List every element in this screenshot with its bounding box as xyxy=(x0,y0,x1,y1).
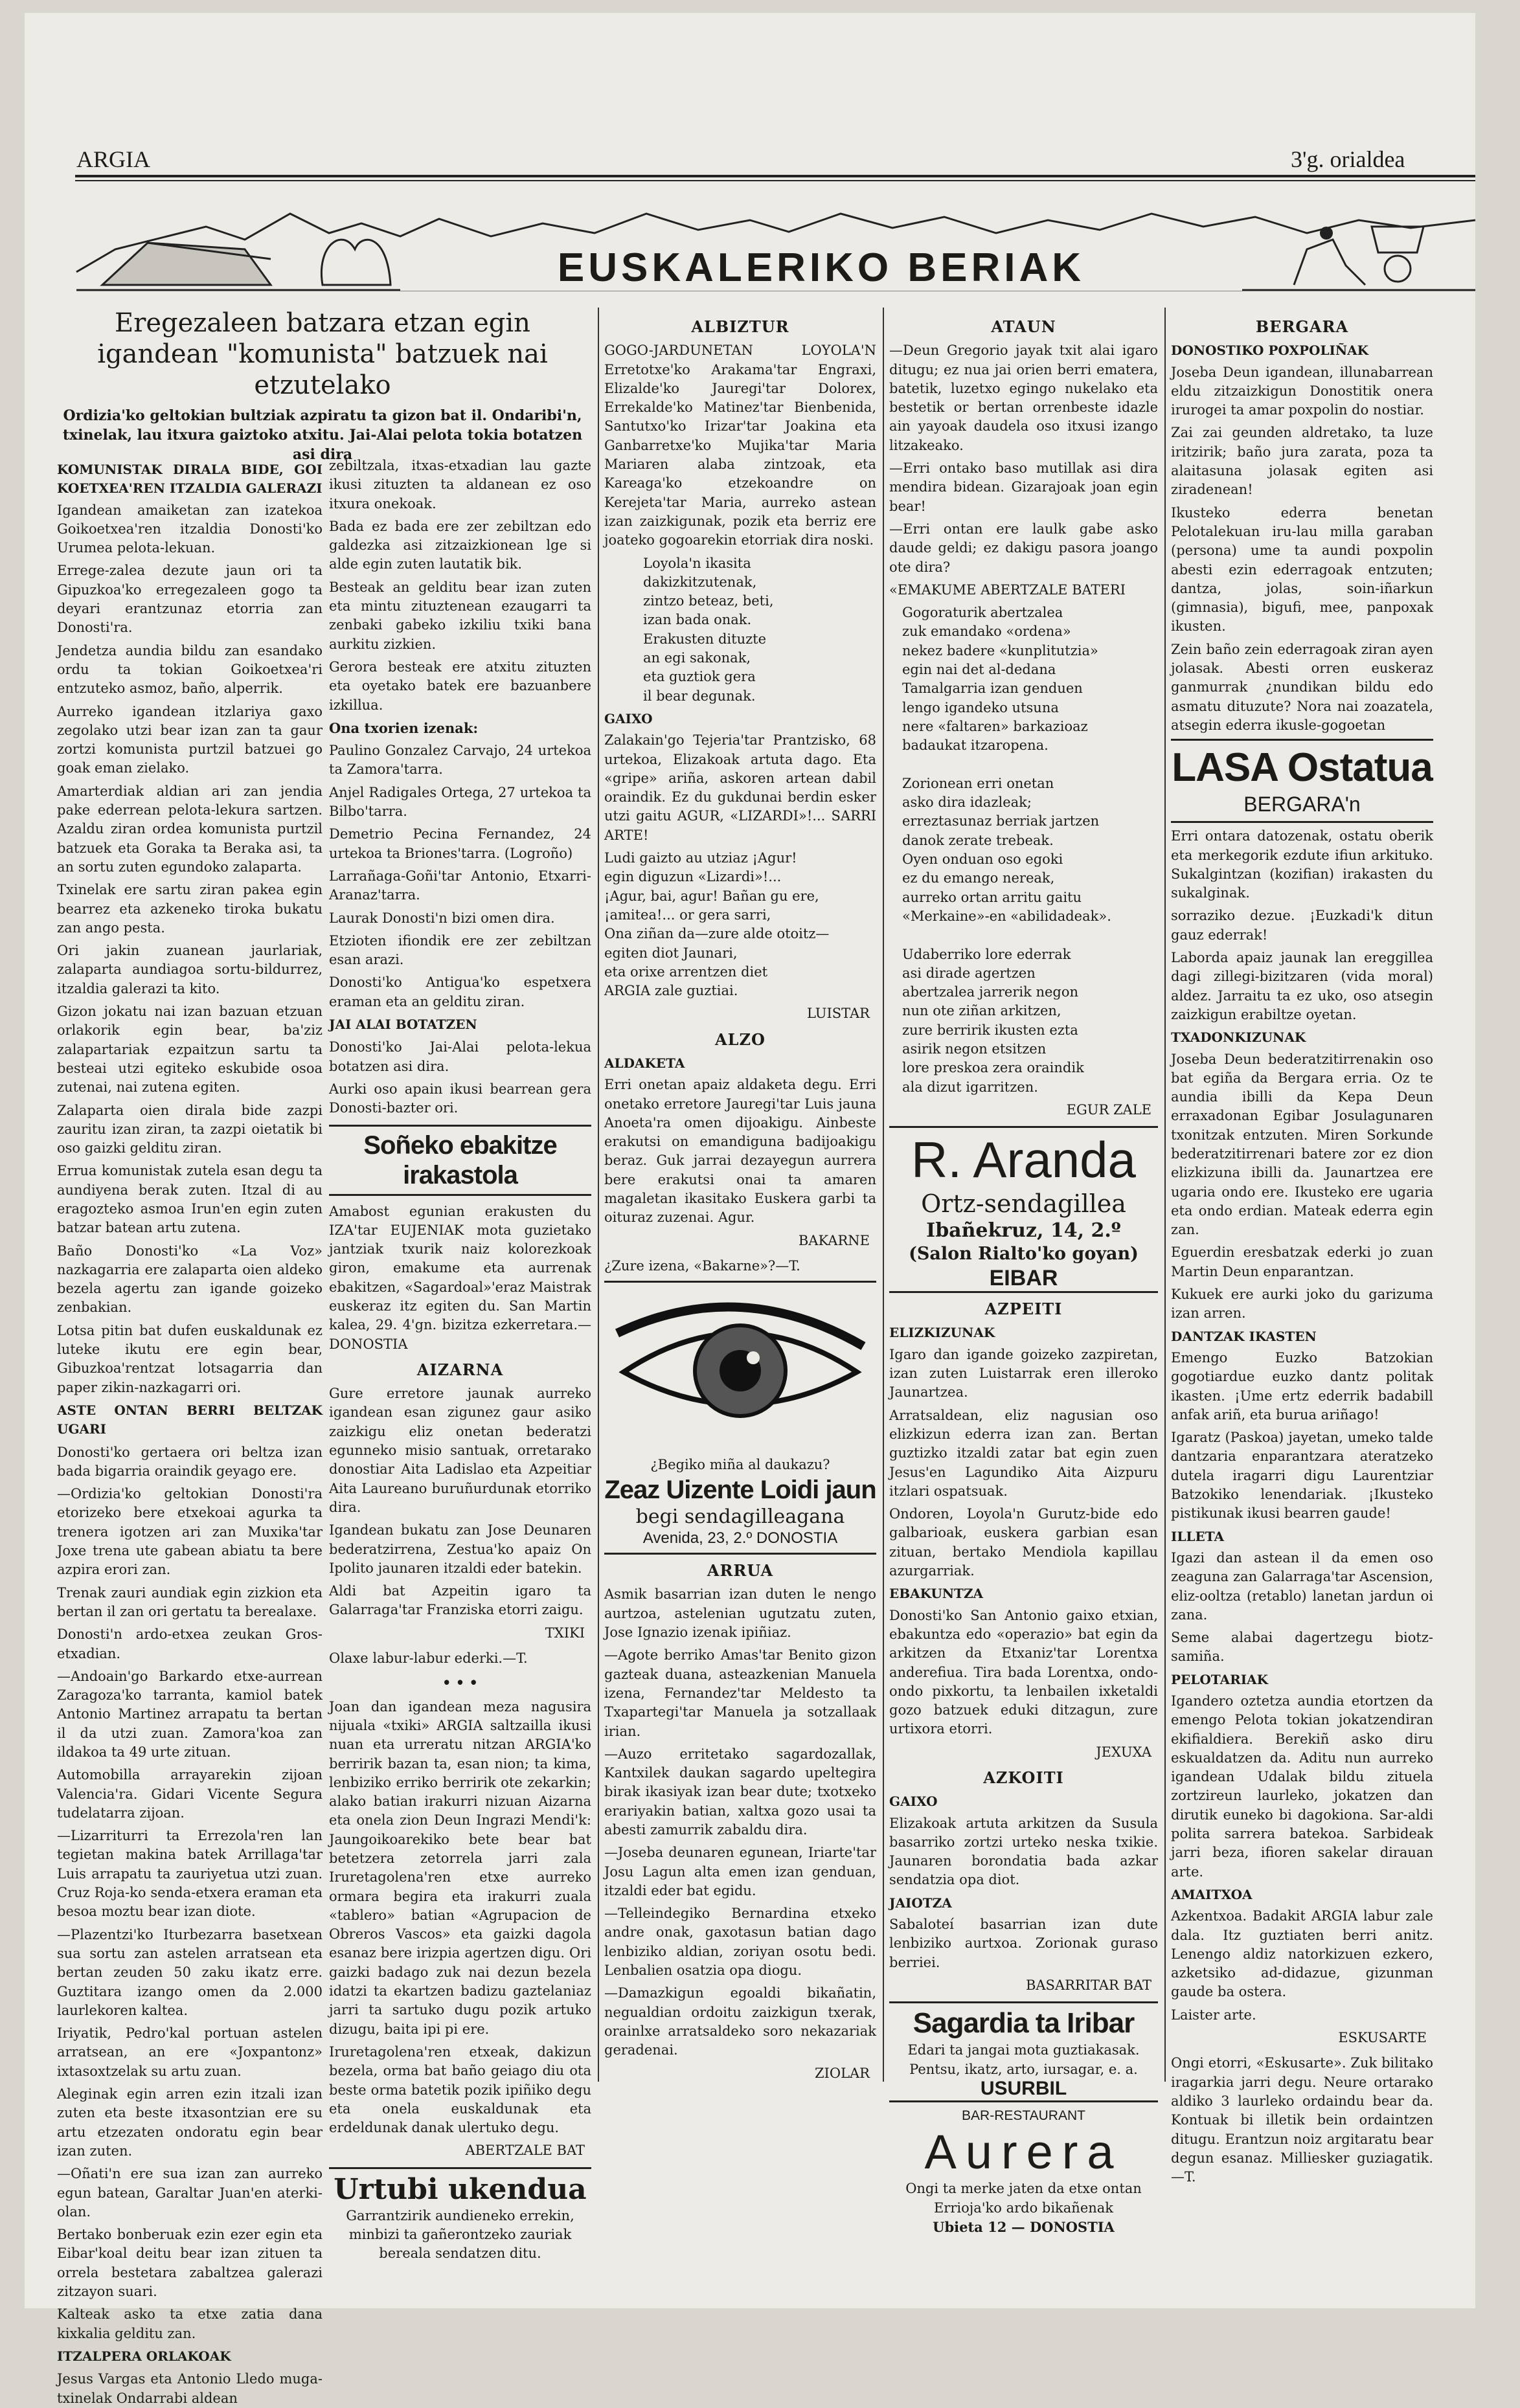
poem: Ludi gaizto au utziaz ¡Agur! egin diguzun «Lizardi»!... ¡Agur, bai, agur! Bañan gu ere, ¡amitea!... or gera sarri, Ona ziñan da—zure alde otoitz— egiten diot Jaunari, eta orixe arrentzen diet ARGIA zale guztiai. xyxy=(604,850,830,999)
section-heading: DANTZAK IKASTEN xyxy=(1171,1328,1317,1344)
paragraph: Gerora besteak ere atxitu zituzten eta oyetako batek ere bazuanbere izkillua. xyxy=(329,658,591,713)
eye-advertisement xyxy=(604,1281,876,1555)
section-title: ALBIZTUR xyxy=(691,317,789,336)
paragraph: Jesus Vargas eta Antonio Lledo muga-txinelak Ondarrabi aldean xyxy=(57,2371,323,2406)
section-title: BERGARA xyxy=(1255,317,1349,336)
paragraph: sorraziko dezue. ¡Euzkadi'k ditun gauz ederrak! xyxy=(1171,908,1433,943)
paragraph: Emengo Euzko Batzokian gogotiardue euzko dantz politak ikasten. ¡Ume ertz ederrik badabill anfak ariñ, eta burua ariñago! xyxy=(1171,1349,1433,1423)
signature: BAKARNE xyxy=(798,1232,870,1248)
banner-title: EUSKALERIKO BERIAK xyxy=(400,245,1242,291)
ad-type: BAR-RESTAURANT xyxy=(962,2108,1085,2124)
paragraph: Automobilla arrayarekin zijoan Valencia'ra. Gidari Vicente Segura tudelatarra zijoan. xyxy=(57,1767,323,1821)
paragraph: —Erri ontako baso mutillak asi dira mendira bidean. Gizarajoak joan egin bear! xyxy=(889,460,1158,514)
ad-text: Garrantzirik aundieneko errekin, minbizi ta gañerontzeko zauriak bereala sendatzen ditu. xyxy=(346,2207,574,2262)
paragraph: Zalaparta oien dirala bide zazpi zauritu izan ziran, ta zazpi oietatik bi oso gaizki gelditu ziran. xyxy=(57,1102,323,1156)
paragraph: Sabaloteí basarrian izan dute lenbiziko aurtxoa. Zorionak guraso berriei. xyxy=(889,1917,1158,1970)
paragraph: Gure erretore jaunak aurreko igandean esan zigunez gaur asiko zaizkigu eliz onetan bederatzi egunneko misio santuak, orretarako donostiar Aita Ladislao eta Azpeitiar Aita Laureano buruñurdunak etorriko dira. xyxy=(329,1386,591,1515)
paragraph: Anjel Radigales Ortega, 27 urtekoa ta Bilbo'tarra. xyxy=(329,784,591,820)
signature: JEXUXA xyxy=(1096,1744,1151,1760)
signature: ZIOLAR xyxy=(814,2065,870,2081)
section-heading: JAI ALAI BOTATZEN xyxy=(329,1017,477,1033)
lasa-advertisement xyxy=(1171,739,1433,823)
signature: LUISTAR xyxy=(806,1006,870,1022)
paragraph: Aurreko igandean itzlariya gaxo zegolako utzi bear izan zan ta gaur zortzi komunista purtzil batzuei go goak eman zielako. xyxy=(57,703,323,776)
publication-name: ARGIA xyxy=(76,146,150,172)
paragraph: Igandean amaiketan zan izatekoa Goikoetxea'ren itzaldia Donosti'ko Urumea pelota-lekuan. xyxy=(57,502,323,556)
paragraph: Demetrio Pecina Fernandez, 24 urtekoa ta Briones'tarra. (Logroño) xyxy=(329,826,591,861)
ad-title: Soñeko ebakitze irakastola xyxy=(363,1131,557,1189)
newspaper-page xyxy=(25,13,1475,2406)
paragraph: —Deun Gregorio jayak txit alai igaro ditugu; ez nua jai orien berri ematera, batetik, luzetxo egingo nukelako eta bestetik or bertan orrenbeste idazle ain yayoak daudela oso itxusi izango litzakeako. xyxy=(889,343,1158,453)
ad-city: EIBAR xyxy=(889,1265,1158,1293)
separator-stars: • • • xyxy=(442,1674,478,1691)
signature: ESKUSARTE xyxy=(1338,2030,1427,2046)
paragraph: —Plazentzi'ko Iturbezarra basetxean sua sortu zan astelen arratsean eta bertan zeuden 50 zaku ikatz erre. Guztitara izango omen da 2.000 laurlekoren kaltea. xyxy=(57,1926,323,2018)
header-rule xyxy=(75,175,1475,177)
paragraph: Eguerdin eresbatzak ederki jo zuan Martin Deun enparantzan. xyxy=(1171,1244,1433,1279)
section-title: AIZARNA xyxy=(416,1360,504,1379)
paragraph: Kalteak asko ta etxe zatia dana kixkalia gelditu zan. xyxy=(57,2306,323,2341)
signature: ABERTZALE BAT xyxy=(465,2143,585,2159)
ad-line: Errioja'ko ardo bikañenak xyxy=(933,2200,1114,2216)
paragraph: —Agote berriko Amas'tar Benito gizon gazteak duana, asteazkenian Manuela izena, Fernandez'tar Meldesto ta Txapartegi'tar Manuela ja sotzallaak irian. xyxy=(604,1647,876,1739)
signature: EGUR ZALE xyxy=(1066,1101,1151,1118)
paragraph: «EMAKUME ABERTZALE BATERI xyxy=(889,581,1126,598)
paragraph: zebiltzala, itxas-etxadian lau gazte ikusi zituzten ta aldanean ez oso itxura onekoak. xyxy=(329,458,591,512)
ad-address: Ibañekruz, 14, 2.º xyxy=(926,1219,1121,1243)
paragraph: —Andoain'go Barkardo etxe-aurrean Zaragoza'ko tarranta, kamiol batek Antonio Martinez arrapatu ta bertan il da utzi zuan. Zamora'koa zan ildakoa ta 49 urte zituan. xyxy=(57,1668,323,1760)
main-headline-block xyxy=(57,308,588,464)
paragraph: Igaratz (Paskoa) jayetan, umeko talde dantzaria enparantzara ateratzeko dutela iragarri digu Laurentziar Batzokiko lenendariak. ¡Ikusteko pistikunak ikusi bearren gaude! xyxy=(1171,1430,1433,1522)
section-heading: DONOSTIKO POXPOLIÑAK xyxy=(1171,343,1369,359)
section-title: ALZO xyxy=(715,1030,766,1049)
column-5 xyxy=(1171,311,1433,2185)
banner xyxy=(76,188,1475,295)
paragraph: Igazi dan astean il da emen oso zeaguna zan Galarraga'tar Ascension, eliz-ooltza (retablo) lanetan jardun oi zana. xyxy=(1171,1549,1433,1623)
column-divider xyxy=(1164,308,1166,2082)
paragraph: Donosti'ko gertaera ori beltza izan bada bigarria oraindik geyago ere. xyxy=(57,1444,323,1479)
paragraph: Gizon jokatu nai izan bazuan etzuan orlakorik egin bear, ba'ziz zalapartariak ezpaitzun sartu ta besteai utzi egiteko eskubide osoa zutenai, nai zutena egiten. xyxy=(57,1004,323,1096)
paragraph: Arratsaldean, eliz nagusian oso elizkizun ederra izan zan. Bertan guztizko itzaldi zatar bat egin zuen Jesus'en Lagundiko Aita Aizpuru itzlari ospatsuak. xyxy=(889,1407,1158,1499)
paragraph: Bada ez bada ere zer zebiltzan edo galdezka asi zitzaizkionean lge si alde egin zuten lautatik bik. xyxy=(329,518,591,572)
ad-place: USURBIL xyxy=(980,2077,1067,2099)
ad-name: Zeaz Uizente Loidi jaun xyxy=(604,1475,876,1504)
paragraph: Donosti'ko San Antonio gaixo etxian, ebakuntza edo «operazio» bat egin da arkitzen da Etxaniz'tar Lorentxa anderefiua. Tira bada Lorentxa, ondo-ondo pixkortu, ta lenbailen ixketaldi gozo batzuek eduki ditzagun, zure urtixora etorri. xyxy=(889,1607,1158,1737)
section-heading: ELIZKIZUNAK xyxy=(889,1325,995,1341)
paragraph: Donosti'ko Jai-Alai pelota-lekua botatzen asi dira. xyxy=(329,1039,591,1074)
paragraph: Igaro dan igande goizeko zazpiretan, izan zuten Luistarrak eren illeroko Jaunartzea. xyxy=(889,1346,1158,1401)
paragraph: —Lizarriturri ta Errezola'ren lan tegietan makina batek Arrillaga'tar Luis arrapatu ta zauriyetua utzi zuan. Cruz Roja-ko senda-etxera eraman eta besoa moztu bear izan diote. xyxy=(57,1828,323,1920)
paragraph: Besteak an gelditu bear izan zuten eta mintu zituztenean ezaugarri ta zenbaki gabeko izkiliu txiki bana aurkitu zizkien. xyxy=(329,579,591,652)
section-title: ATAUN xyxy=(991,317,1056,336)
paragraph: Joseba Deun igandean, illunabarrean eldu zitzaizkigun Donostitik onera irurogei ta amar poxpolin do nostiar. xyxy=(1171,364,1433,418)
paragraph: Errua komunistak zutela esan degu ta aundiyena berak zuten. Itzal di au eragozteko asmoa Irun'en egin zuten batzar batean artu zutena. xyxy=(57,1163,323,1236)
header-rule-thin xyxy=(75,180,1475,181)
ad-title: Urtubi ukendua xyxy=(329,2167,591,2207)
signature: BASARRITAR BAT xyxy=(1025,1977,1151,1993)
paragraph: Asmik basarrian izan duten le nengo aurtzoa, astelenian ugutzatu zuten, Jose Ignazio izenak ipiñiaz. xyxy=(604,1586,876,1641)
paragraph: Laister arte. xyxy=(1171,2007,1256,2023)
section-heading: TXADONKIZUNAK xyxy=(1171,1030,1306,1046)
column-1-body xyxy=(57,456,323,2406)
ad-text: Amabost egunian erakusten du IZA'tar EUJENIAK mota guzietako jantziak txurik naiz kolorezkoak giron, emakume eta aurrenak ebakitzen, «Sagardoal»'eraz Maistrak euskeraz itz egiten du. San Martin kalea, 29. 4'gn. bizitza ezkerretara.—DONOSTIA xyxy=(329,1203,591,1352)
paragraph: Elizakoak artuta arkitzen da Susula basarriko zortzi urteko neska txikie. Jaunaren borondatia bada azkar sendatzia opa diot. xyxy=(889,1815,1158,1888)
ad-question: ¿Begiko miña al daukazu? xyxy=(650,1456,830,1472)
paragraph: —Auzo erritetako sagardozallak, Kantxilek daukan sagardo upeltegira birak ikasiyak izan bear dute; txotxeko erariyakin batian, xaltxa gozo usai ta abesti zamurrik zabaldu dira. xyxy=(604,1746,876,1838)
paragraph: Paulino Gonzalez Carvajo, 24 urtekoa ta Zamora'tarra. xyxy=(329,743,591,778)
eye-illustration xyxy=(611,1288,870,1450)
paragraph: Ondoren, Loyola'n Gurutz-bide edo galbarioak, euskera garbian esan zituan, bertako Mendiola kapillau azurgarriak. xyxy=(889,1506,1158,1579)
section-title: AZPEITI xyxy=(984,1300,1063,1319)
paragraph: Larrañaga-Goñi'tar Antonio, Etxarri-Aranaz'tarra. xyxy=(329,868,591,903)
paragraph: Iruretagolena'ren etxeak, dakizun bezela, orma bat baño geiago diu ota beste orma batetik pozik ipiñiko degu eta onela euskaldunak eta erdeldunak danak ulertuko degu. xyxy=(329,2043,591,2136)
main-headline: Eregezaleen batzara etzan egin igandean "komunista" batzuek nai etzutelako xyxy=(97,308,548,400)
section-heading: EBAKUNTZA xyxy=(889,1586,984,1602)
section-heading: ALDAKETA xyxy=(604,1055,685,1071)
section-heading: AMAITXOA xyxy=(1171,1886,1253,1902)
page-number: 3'g. orialdea xyxy=(1291,146,1405,172)
paragraph: Laurak Donosti'n bizi omen dira. xyxy=(329,910,555,926)
section-heading: JAIOTZA xyxy=(889,1895,952,1911)
column-4 xyxy=(889,311,1158,2236)
section-title: ARRUA xyxy=(707,1561,774,1581)
paragraph: —Oñati'n ere sua izan zan aurreko egun batean, Garaltar Juan'en aterki-olan. xyxy=(57,2166,323,2220)
ad-location: (Salon Rialto'ko goyan) xyxy=(909,1244,1139,1265)
paragraph: Zai zai geunden aldretako, ta luze iritzirik; baño jura zarata, poza ta alaitasuna jolasak egiten asi ziradenean! xyxy=(1171,425,1433,498)
aurera-advertisement xyxy=(889,2102,1158,2236)
ad-line: Pentsu, ikatz, arto, iursagar, e. a. xyxy=(909,2061,1138,2077)
ad-line: Edari ta jangai mota guztiakasak. xyxy=(907,2042,1140,2058)
paragraph: GOGO-JARDUNETAN LOYOLA'N Erretotxe'ko Arakama'tar Engraxi, Elizalde'ko Jauregi'tar Dolorex, Errekalde'ko Matinez'tar Bienbenida, Santutxo'ko Irizar'tar Joakina eta Ganbarretxe'ko Mujika'tar Maria Mariaren alaba zintzoak, eta Kareaga'ko etzekoandre on Kerejeta'tar Maria, aurreko astean izan zaizkigunak, pozik eta berriz ere joateko gogoarekin etorriak dira noski. xyxy=(604,343,876,548)
paragraph: —Telleindegiko Bernardina etxeko andre onak, gaxotasun batian dago lenbiziko aldian, zoriyan osotu bedi. Lenbalien osatzia opa diogu. xyxy=(604,1906,876,1979)
paragraph: —Damazkigun egoaldi bikañatin, negualdian ordoitu zaizkigun txerak, orainlxe arratsaldeko soro nekazariak geradenai. xyxy=(604,1985,876,2058)
paragraph: Baño Donosti'ko «La Voz» nazkagarria ere zalaparta oien aldeko bezela agertu zan igande goizeko zenbakian. xyxy=(57,1243,323,1316)
poem: Gogoraturik abertzalea zuk emandako «ordena» nekez badere «kunplitutzia» egin nai det al-dedana Tamalgarria izan genduen lengo igandeko utsuna nere «faltaren» barkazioaz badaukat itzaropena. Zorionean erri onetan asko dira idazleak; erreztasunaz berriak jartzen danok zerate trebeak. Oyen onduan oso egoki ez du emango nereak, aurreko ortan arritu gaitu «Merkaine»-en «abilidadeak». Udaberriko lore ederrak asi dirade agertzen abertzalea jarrerik negon nun ote ziñan arkitzen, zure berririk ikusten ezta asirik negon etsitzen lore preskoa zera oraindik ala dizut igarritzen. xyxy=(902,605,1111,1095)
ad-profession: Ortz-sendagillea xyxy=(921,1189,1126,1219)
paragraph: —Ordizia'ko geltokian Donosti'ra etorizeko bere etxekoai agurka ta trenera igotzen ari zan Muxika'tar Joxe trena ute gabean abiatu ta bere azpira erori zan. xyxy=(57,1486,323,1578)
ad-address: Ubieta 12 — DONOSTIA xyxy=(933,2219,1115,2236)
ad-line: Ongi ta merke jaten da etxe ontan xyxy=(905,2181,1142,2197)
section-heading: ASTE ONTAN BERRI BELTZAK UGARI xyxy=(57,1402,323,1437)
ad-profession: begi sendagilleagana xyxy=(635,1505,845,1528)
sagardia-advertisement xyxy=(889,2001,1158,2102)
paragraph: Azkentxoa. Badakit ARGIA labur zale dala. Itz guztiaten berri anitz. Lenengo aldiz natorkizuen ezkero, azketsiko ad-didazue, gizunman gaude ba ostera. xyxy=(1171,1908,1433,2000)
signature: TXIKI xyxy=(545,1625,585,1641)
paragraph: Iriyatik, Pedro'kal portuan astelen arratsean, an ere «Joxpantonz» ixtasoxtzelak su artu zuan. xyxy=(57,2025,323,2079)
paragraph: Seme alabai dagertzegu biotz-samiña. xyxy=(1171,1630,1433,1665)
section-heading: GAIXO xyxy=(604,710,653,726)
paragraph: Ongi etorri, «Eskusarte». Zuk bilitako iragarkia jarri degu. Neure ortarako aldiko 3 laurleko ordaindu bear da. Kontuak bi illetik bein ordaintzen ditugu. Erantzun noiz argitaratu bear degun esanaz. Milliesker guziagatik.—T. xyxy=(1171,2055,1433,2185)
paragraph: Txinelak ere sartu ziran pakea egin bearrez eta azkeneko tiroka bukatu zan ango pesta. xyxy=(57,882,323,936)
paragraph: Ona txorien izenak: xyxy=(329,719,479,736)
ad-text: Erri ontara datozenak, ostatu oberik eta merkegorik ezdute ifiun arkituko. Sukalgintzan (kozifian) irakasten du sukalginak. xyxy=(1171,828,1433,901)
section-heading: PELOTARIAK xyxy=(1171,1671,1268,1687)
paragraph: Jendetza aundia bildu zan esandako ordu ta tokian Goikoetxea'ri entzuteko asmoz, baño, alperrik. xyxy=(57,642,323,697)
paragraph: Joseba Deun bederatzitirrenakin oso bat egiña da Bergara erria. Oz te aundia ibilli da Kepa Deun erraxadonan Egibar Josulagunaren txonitzak entzuten. Miren Sorkunde bederatzitirrenari batere zor ez dion elizkizuna ibilli da. Jaunartzea ere ugaria ondo ere. Ikusteko ere ugaria eta ondo erdian. Mateak ederra egin zan. xyxy=(1171,1051,1433,1238)
ad-name: R. Aranda xyxy=(911,1131,1136,1189)
paragraph: Aldi bat Azpeitin igaro ta Galarraga'tar Franziska etorri zaigu. xyxy=(329,1583,591,1618)
paragraph: Lotsa pitin bat dufen euskaldunak ez luteke ikutu ere egin bear, Gibuzkoa'rentzat lotsagarria dan paper zikin-nazkagarri ori. xyxy=(57,1322,323,1395)
paragraph: Aurki oso apain ikusi bearrean gera Donosti-bazter ori. xyxy=(329,1081,591,1116)
paragraph: Zein baño zein ederragoak ziran ayen jolasak. Abesti orren euskeraz ganmurrak ¿nundikan bildu edo asmatu dituzute? Nora nai zoazatela, atsegin ederra ikusle-gogoetan xyxy=(1171,641,1433,733)
section-heading: KOMUNISTAK DIRALA BIDE, GOI KOETXEA'REN ITZALDIA GALERAZI xyxy=(57,462,323,497)
paragraph: Donosti'n ardo-etxea zeukan Gros-etxadian. xyxy=(57,1626,323,1661)
paragraph: Laborda apaiz jaunak lan ereggillea dagi zillegi-bizitzaren (vida moral) aldez. Jarraitu ta ez uko, oso atsegin zaizkigun erabiltze oyetan. xyxy=(1171,950,1433,1022)
paragraph: Zalakain'go Tejeria'tar Prantzisko, 68 urtekoa, Elizakoak artuta dago. Eta «gripe» ariña, askoren artean dabil oraindik. Ez du gukdunai berdin esker utzi gaitu AGUR, «LIZARDI»!... SARRI ARTE! xyxy=(604,732,876,843)
paragraph: Joan dan igandean meza nagusira nijuala «txiki» ARGIA saltzailla ikusi nuan eta urreratu nitzan ARGIA'ko berririk bazan ta, esan nion; ta kima, lenbiziko erriko berririk ote zekarkin; alako batian irakurri nizuan Aizarna eta onela zion Deun Ingrazi Mendi'k: Jaungoikoarekiko bete bear bat betetzera zetorrela jarri zala Iruretagolena'ren etxe aurreko ormara begira eta irakurri zuala «tablero» batian «Agrupacion de Obreros Vascos» eta gaizki dagola esanaz bere irizpia agertzen digu. Ori gaizki badago zuk nai dezun bezela idatzi ta ekartzen badizu gaztelaniaz jarri ta sartuko dugu pozik artuko dizugu, baita ipi pi ere. xyxy=(329,1698,591,2037)
section-title: AZKOITI xyxy=(983,1768,1064,1787)
column-3 xyxy=(604,311,876,2082)
paragraph: Kukuek ere aurki joko du garizuma izan arren. xyxy=(1171,1287,1433,1322)
paragraph: Trenak zauri aundiak egin zizkion eta bertan il zan ori gertatu ta berealaxe. xyxy=(57,1584,323,1619)
ad-name: LASA Ostatua xyxy=(1172,745,1433,791)
column-divider xyxy=(883,308,884,2082)
ad-address: Avenida, 23, 2.º DONOSTIA xyxy=(642,1529,838,1547)
column-divider xyxy=(598,308,599,2082)
main-subhead: Ordizia'ko geltokian bultziak azpiratu ta gizon bat il. Ondaribi'n, txinelak, lau itxura gaiztoko atxitu. Jai-Alai pelota tokia botatzen asi dira xyxy=(62,407,583,463)
paragraph: Donosti'ko Antigua'ko espetxera eraman eta an gelditu ziran. xyxy=(329,974,591,1009)
ad-place: BERGARA'n xyxy=(1243,793,1361,816)
ad-name: Aurera xyxy=(924,2125,1123,2179)
paragraph: Igandero oztetza aundia etortzen da emengo Pelota tokian jokatzendiran ekifialdiera. Berekiñ asko diru eskualdatzen da. Aditu nun aurreko igandean Udalak bildu zituela zortzireun laurleko, jokatzen dan dirutik euneko bi dagokiona. Sar-aldi polita sarrera batekoa. Sarbideak jarri beza, ifioren sakelar dirauan arte. xyxy=(1171,1693,1433,1880)
paragraph: Etzioten ifiondik ere zer zebiltzan esan arazi. xyxy=(329,932,591,968)
paragraph: Aleginak egin arren ezin itzali izan zuten eta beste itxasontzian ere su artu etzezaten ondoratu egin bear izan zuten. xyxy=(57,2086,323,2159)
paragraph: Olaxe labur-labur ederki.—T. xyxy=(329,1650,528,1667)
paragraph: Erri onetan apaiz aldaketa degu. Erri onetako erretore Jauregi'tar Luis jauna Anoeta'ra omen dijoakigu. Ainbeste erakutsi on emandiguna badijoakigu beraz. Guk jarrai dezayegun aurrera bere erakutsi onai ta amaren magaletan ikasitako Euskera garbi ta oituraz zuzenai. Agur. xyxy=(604,1077,876,1226)
paragraph: —Joseba deunaren egunean, Iriarte'tar Josu Lagun alta emen izan genduan, itzaldi eder bat egidu. xyxy=(604,1845,876,1898)
section-heading: GAIXO xyxy=(889,1794,938,1810)
advertisement xyxy=(329,1125,591,1196)
section-heading: ILLETA xyxy=(1171,1528,1225,1544)
paragraph: Ikusteko ederra benetan Pelotalekuan iru-lau milla garaban (persona) ume ta aundi poxpolin abesti ezin ederragoak entzuten; dantza, jolas, soin-iñarkun (gimnasia), bigufi, mee, panpoxak ikusten. xyxy=(1171,504,1433,635)
aranda-advertisement xyxy=(889,1126,1158,1293)
paragraph: Bertako bonberuak ezin ezer egin eta Eibar'koal deitu bear izan zituen ta orrela bestetara zabaltzea galerazi zitzayon suari. xyxy=(57,2227,323,2300)
column-2 xyxy=(329,456,591,2262)
ad-name: Sagardia ta Iribar xyxy=(913,2007,1135,2040)
paragraph: ¿Zure izena, «Bakarne»?—T. xyxy=(604,1257,800,1274)
paragraph: Errege-zalea dezute jaun ori ta Gipuzkoa'ko erregezaleen gogo ta deyari erantzunaz etorria zan Donosti'ra. xyxy=(57,563,323,636)
section-heading: ITZALPERA ORLAKOAK xyxy=(57,2348,231,2364)
paragraph: —Erri ontan ere laulk gabe asko daude geldi; ez dakigu pasora joango ote dira? xyxy=(889,521,1158,575)
paragraph: Amarterdiak aldian ari zan jendia pake ederrean pelota-lekura sartzen. Azaldu ziran ordea komunista purtzil batzuek eta Goraka ta Beraka asi, ta an sortu zuten egundoko zalaparta. xyxy=(57,783,323,875)
paragraph: Igandean bukatu zan Jose Deunaren bederatzirrena, Zestua'ko apaiz On Ipolito jaunaren itzaldi eder batekin. xyxy=(329,1522,591,1576)
paragraph: Ori jakin zuanean jaurlariak, zalaparta aundiagoa sortu-bildurrez, itzaldia galerazi ta kito. xyxy=(57,943,323,996)
poem: Loyola'n ikasita dakizkitzutenak, zintzo beteaz, beti, izan bada onak. Erakusten dituzte an egi sakonak, eta guztiok gera il bear degunak. xyxy=(643,555,774,704)
